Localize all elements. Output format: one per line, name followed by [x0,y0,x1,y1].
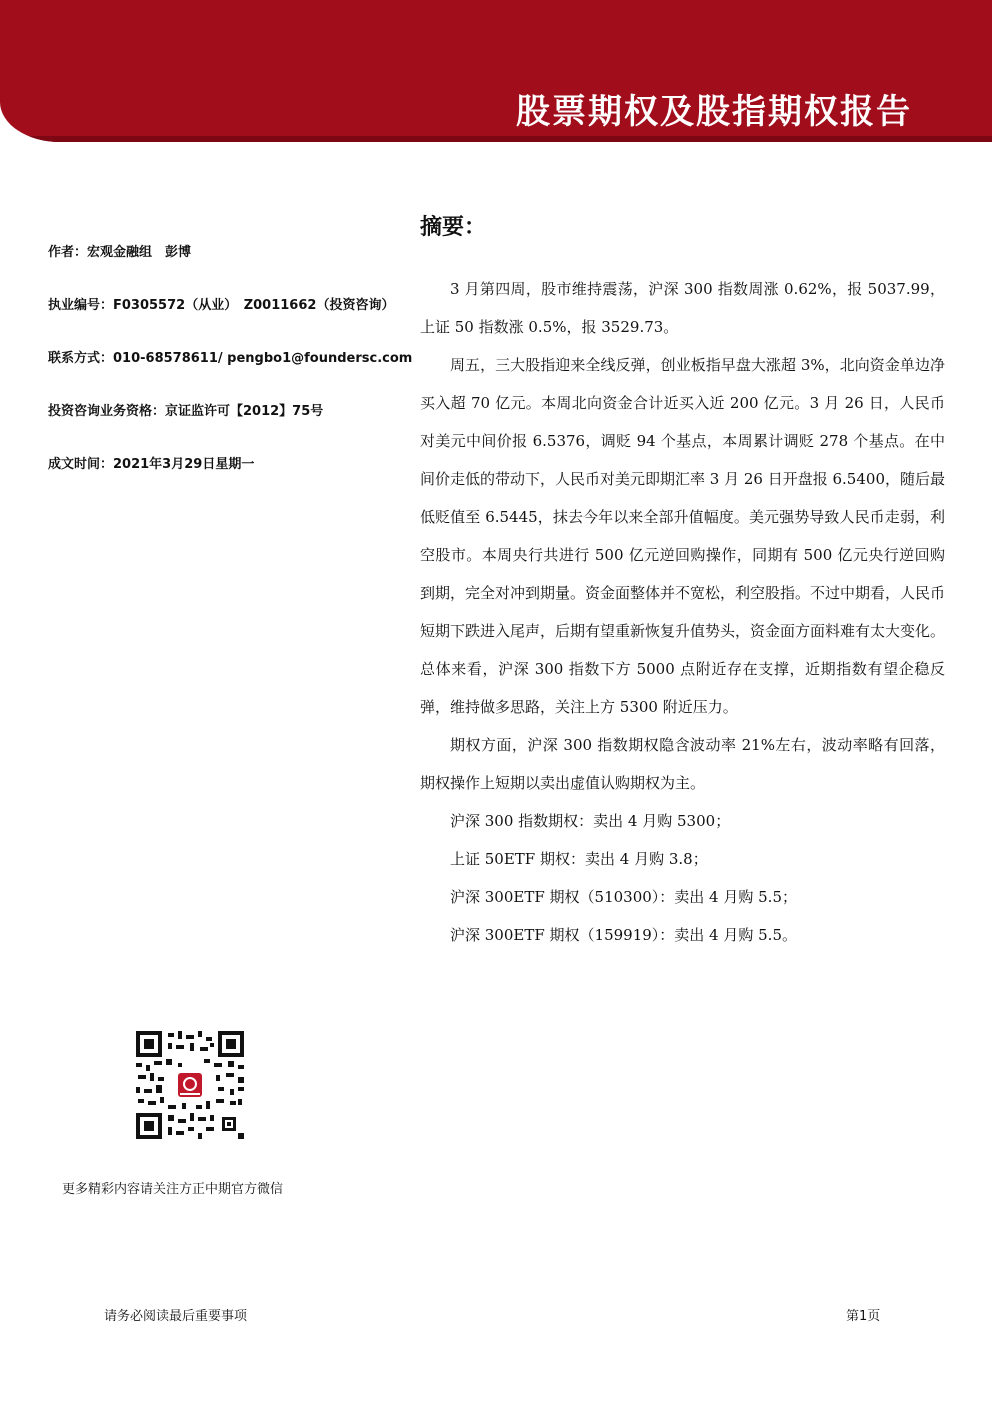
footer-notice: 请务必阅读最后重要事项 [104,1309,248,1324]
recommendation-item: 沪深 300ETF 期权（510300）：卖出 4 月购 5.5； [450,888,797,906]
summary-paragraph: 3 月第四周，股市维持震荡，沪深 300 指数周涨 0.62%，报 5037.99，上证 50 指数涨 0.5%，报 3529.73。 [420,280,945,336]
wechat-qr-code-icon [134,1029,246,1141]
summary-paragraph: 周五，三大股指迎来全线反弹，创业板指早盘大涨超 3%，北向资金单边净买入超 70 亿元。本周北向资金合计近买入近 200 亿元。3 月 26 日，人民币对美元中间价报 6.5376，调贬 94 个基点，本周累计调贬 278 个基点。在中间价走低的带动下，人民币对美元即期汇率 3 月 26 日开盘报 6.5400，随后最低贬值至 6.5445，抹去今年以来全部升值幅度。美元强势导致人民币走弱，利空股市。本周央行共进行 500 亿元逆回购操作，同期有 500 亿元央行逆回购到期，完全对冲到期量。资金面整体并不宽松，利空股指。不过中期看，人民币短期下跌进入尾声，后期有望重新恢复升值势头，资金面方面料难有太大变化。总体来看，沪深 300 指数下方 5000 点附近存在支撑，近期指数有望企稳反弹，维持做多思路，关注上方 5300 附近压力。 [420,356,946,716]
recommendation-item: 上证 50ETF 期权：卖出 4 月购 3.8； [450,850,708,868]
page-number: 第1页 [846,1309,881,1324]
qr-caption: 更多精彩内容请关注方正中期官方微信 [62,1182,284,1197]
recommendation-item: 沪深 300ETF 期权（159919）：卖出 4 月购 5.5。 [450,926,797,944]
header-band [0,0,992,142]
report-title: 股票期权及股指期权报告 [516,92,912,132]
contact-line: 联系方式：010-68578611/ pengbo1@foundersc.com [48,351,413,366]
summary-paragraph: 期权方面，沪深 300 指数期权隐含波动率 21%左右，波动率略有回落，期权操作上短期以卖出虚值认购期权为主。 [420,736,945,792]
license-line: 执业编号：F0305572（从业） Z0011662（投资咨询） [48,298,395,313]
summary-heading: 摘要： [420,215,487,240]
qualification-line: 投资咨询业务资格：京证监许可【2012】75号 [48,404,324,419]
summary-body [420,270,945,954]
recommendation-item: 沪深 300 指数期权：卖出 4 月购 5300； [450,812,731,830]
author-line: 作者：宏观金融组 彭博 [48,245,192,260]
date-line: 成文时间：2021年3月29日星期一 [48,457,255,472]
author-info [48,242,413,507]
